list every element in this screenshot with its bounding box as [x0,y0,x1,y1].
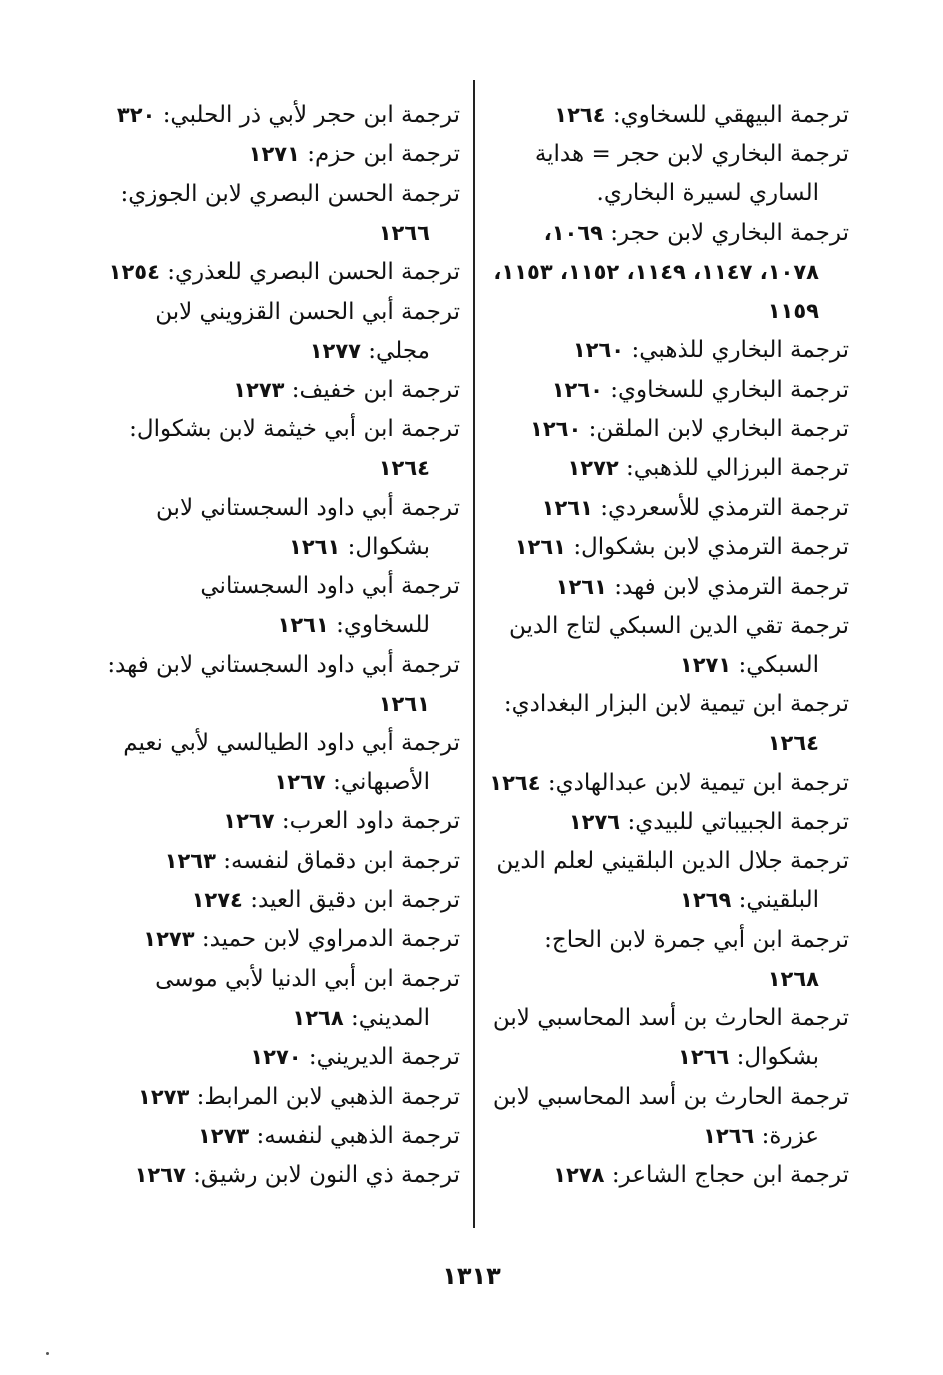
entry-title: ترجمة ابن تيمية لابن عبدالهادي: [547,769,849,796]
entry-pages: ١٢٧٧ [309,338,361,363]
index-entry [487,214,849,331]
entry-pages: ١٢٧٤ [191,888,243,913]
index-entry [102,293,460,371]
index-entry [102,135,460,174]
entry-title: ترجمة داود العرب: [281,808,460,835]
entry-pages: ١٢٧٣ [143,927,195,952]
index-entry [487,803,849,842]
entry-pages: ١٠٦٩، ١٠٧٨، ١١٤٧، ١١٤٩، ١١٥٢، ١١٥٣، ١١٥٩ [493,220,819,323]
entry-pages: ١٢٦٤ [554,103,606,127]
index-entry [102,96,460,135]
index-entry [487,1078,849,1156]
index-entry [102,1156,460,1195]
entry-title: ترجمة ابن أبي الدنيا لأبي موسى المديني: [155,965,460,1031]
entry-title: ترجمة الحارث بن أسد المحاسبي لابن عزرة: [492,1083,849,1149]
scan-speck [46,1352,49,1355]
entry-pages: ١٢٦١ [378,691,430,716]
entry-title: ترجمة ذي النون لابن رشيق: [193,1162,460,1189]
index-entry [487,331,849,370]
index-entry [102,802,460,841]
entry-pages: ١٢٦٦ [378,220,430,245]
index-entry [487,568,849,607]
entry-pages: ١٢٦٧ [274,769,326,794]
index-entry [102,489,460,567]
entry-pages: ١٢٦١ [289,534,341,559]
index-entry [102,567,460,645]
entry-title: ترجمة البرزالي للذهبي: [626,455,849,482]
entry-title: ترجمة ابن دقماق لنفسه: [223,847,460,874]
index-entry [102,646,460,724]
entry-pages: ١٢٧٦ [568,810,621,835]
index-entry [102,175,460,253]
entry-title: ترجمة الحسن البصري للعذري: [167,259,460,286]
entry-title: ترجمة البخاري للذهبي: [631,337,849,364]
entry-pages: ١٢٦٦ [678,1045,730,1070]
index-entry [487,371,849,410]
entry-title: ترجمة الجبيباتي للبيدي: [627,809,849,836]
entry-title: ترجمة الذهبي لنفسه: [256,1123,460,1150]
entry-title: ترجمة الترمذي لابن فهد: [614,573,849,600]
entry-title: ترجمة ابن حزم: [307,141,460,168]
entry-pages: ١٢٧٢ [567,456,619,481]
entry-pages: ١٢٦٨ [292,1005,344,1030]
entry-pages: ١٢٦٠ [572,338,625,363]
entry-pages: ١٢٦١ [277,613,329,638]
entry-pages: ١٢٧٨ [553,1163,605,1188]
entry-title: ترجمة البخاري لابن حجر = هداية الساري لسيرة البخاري. [534,141,849,207]
entry-title: ترجمة ابن أبي جمرة لابن الحاج: [544,926,849,953]
entry-title: ترجمة البخاري للسخاوي: [610,376,849,403]
entry-pages: ١٢٦٦ [703,1123,755,1148]
entry-pages: ١٢٦٣ [164,848,216,873]
entry-title: ترجمة تقي الدين السبكي لتاج الدين السبكي: [509,612,849,678]
index-entry [102,881,460,920]
column-divider [473,80,475,1228]
index-entry [487,842,849,920]
index-entry [102,410,460,488]
entry-title: ترجمة البخاري لابن حجر: [610,219,849,246]
entry-pages: ١٢٦٤ [489,770,541,795]
index-entry [487,489,849,528]
entry-pages: ١٢٦١ [514,535,566,560]
entry-pages: ١٢٦٩ [680,888,732,913]
entry-title: ترجمة أبي الحسن القزويني لابن مجلي: [155,298,460,364]
entry-pages: ١٢٦٧ [134,1163,186,1188]
index-entry [487,410,849,449]
entry-title: ترجمة الدمراوي لابن حميد: [201,926,460,953]
index-entry [487,449,849,488]
index-entry [102,253,460,292]
index-entry [102,920,460,959]
index-entry [487,921,849,999]
entry-pages: ١٢٧٣ [233,377,285,402]
index-entry [487,999,849,1077]
entry-pages: ١٢٦٠ [551,377,603,402]
entry-title: ترجمة الترمذي للأسعردي: [600,494,849,521]
index-entry [487,96,849,135]
entry-title: ترجمة ابن أبي خيثمة لابن بشكوال: [129,416,460,443]
index-entry [487,685,849,763]
left-index-column [102,96,460,1196]
entry-title: ترجمة أبي داود السجستاني للسخاوي: [200,573,460,639]
entry-title: ترجمة البخاري لابن الملقن: [588,415,849,442]
entry-pages: ٣٢٠ [116,103,156,127]
entry-title: ترجمة ابن حجر لأبي ذر الحلبي: [162,102,460,128]
entry-title: ترجمة الذهبي لابن المرابط: [196,1083,460,1110]
index-entry [487,1156,849,1195]
entry-title: ترجمة البيهقي للسخاوي: [612,102,849,128]
entry-title: ترجمة ابن دقيق العيد: [250,887,460,914]
index-entry [487,607,849,685]
entry-pages: ١٢٦٤ [767,731,819,756]
index-entry [102,1038,460,1077]
index-entry [102,1117,460,1156]
index-entry [102,724,460,802]
entry-pages: ١٢٧٠ [250,1045,302,1070]
entry-title: ترجمة أبي داود الطيالسي لأبي نعيم الأصبهاني: [123,729,460,795]
index-entry [102,371,460,410]
entry-pages: ١٢٦٨ [767,966,819,991]
entry-title: ترجمة ابن تيمية لابن البزار البغدادي: [503,691,849,718]
entry-title: ترجمة ابن حجاج الشاعر: [611,1162,849,1189]
index-entry [102,1078,460,1117]
entry-pages: ١٢٧١ [679,652,732,677]
right-index-column [487,96,849,1195]
entry-title: ترجمة الحارث بن أسد المحاسبي لابن بشكوال: [492,1005,849,1071]
page-number: ١٣١٣ [442,1262,501,1290]
index-entry [487,528,849,567]
entry-pages: ١٢٥٤ [108,260,160,285]
index-entry [487,764,849,803]
entry-title: ترجمة أبي داود السجستاني لابن فهد: [107,651,460,678]
entry-pages: ١٢٧١ [248,142,300,167]
entry-title: ترجمة أبي داود السجستاني لابن بشكوال: [156,494,460,560]
entry-title: ترجمة الديريني: [308,1044,460,1071]
entry-pages: ١٢٦١ [555,574,607,599]
entry-pages: ١٢٦١ [541,495,593,520]
entry-title: ترجمة الحسن البصري لابن الجوزي: [120,180,460,207]
index-entry [102,842,460,881]
entry-pages: ١٢٦٤ [378,456,430,481]
index-entry [102,960,460,1038]
entry-pages: ١٢٦٠ [530,416,582,441]
entry-pages: ١٢٦٧ [223,809,275,834]
entry-title: ترجمة ابن خفيف: [291,376,460,403]
entry-pages: ١٢٧٣ [197,1124,250,1149]
entry-pages: ١٢٧٣ [138,1084,190,1109]
entry-title: ترجمة جلال الدين البلقيني لعلم الدين البلقيني: [496,848,849,914]
entry-title: ترجمة الترمذي لابن بشكوال: [573,534,849,561]
index-entry [487,135,849,213]
